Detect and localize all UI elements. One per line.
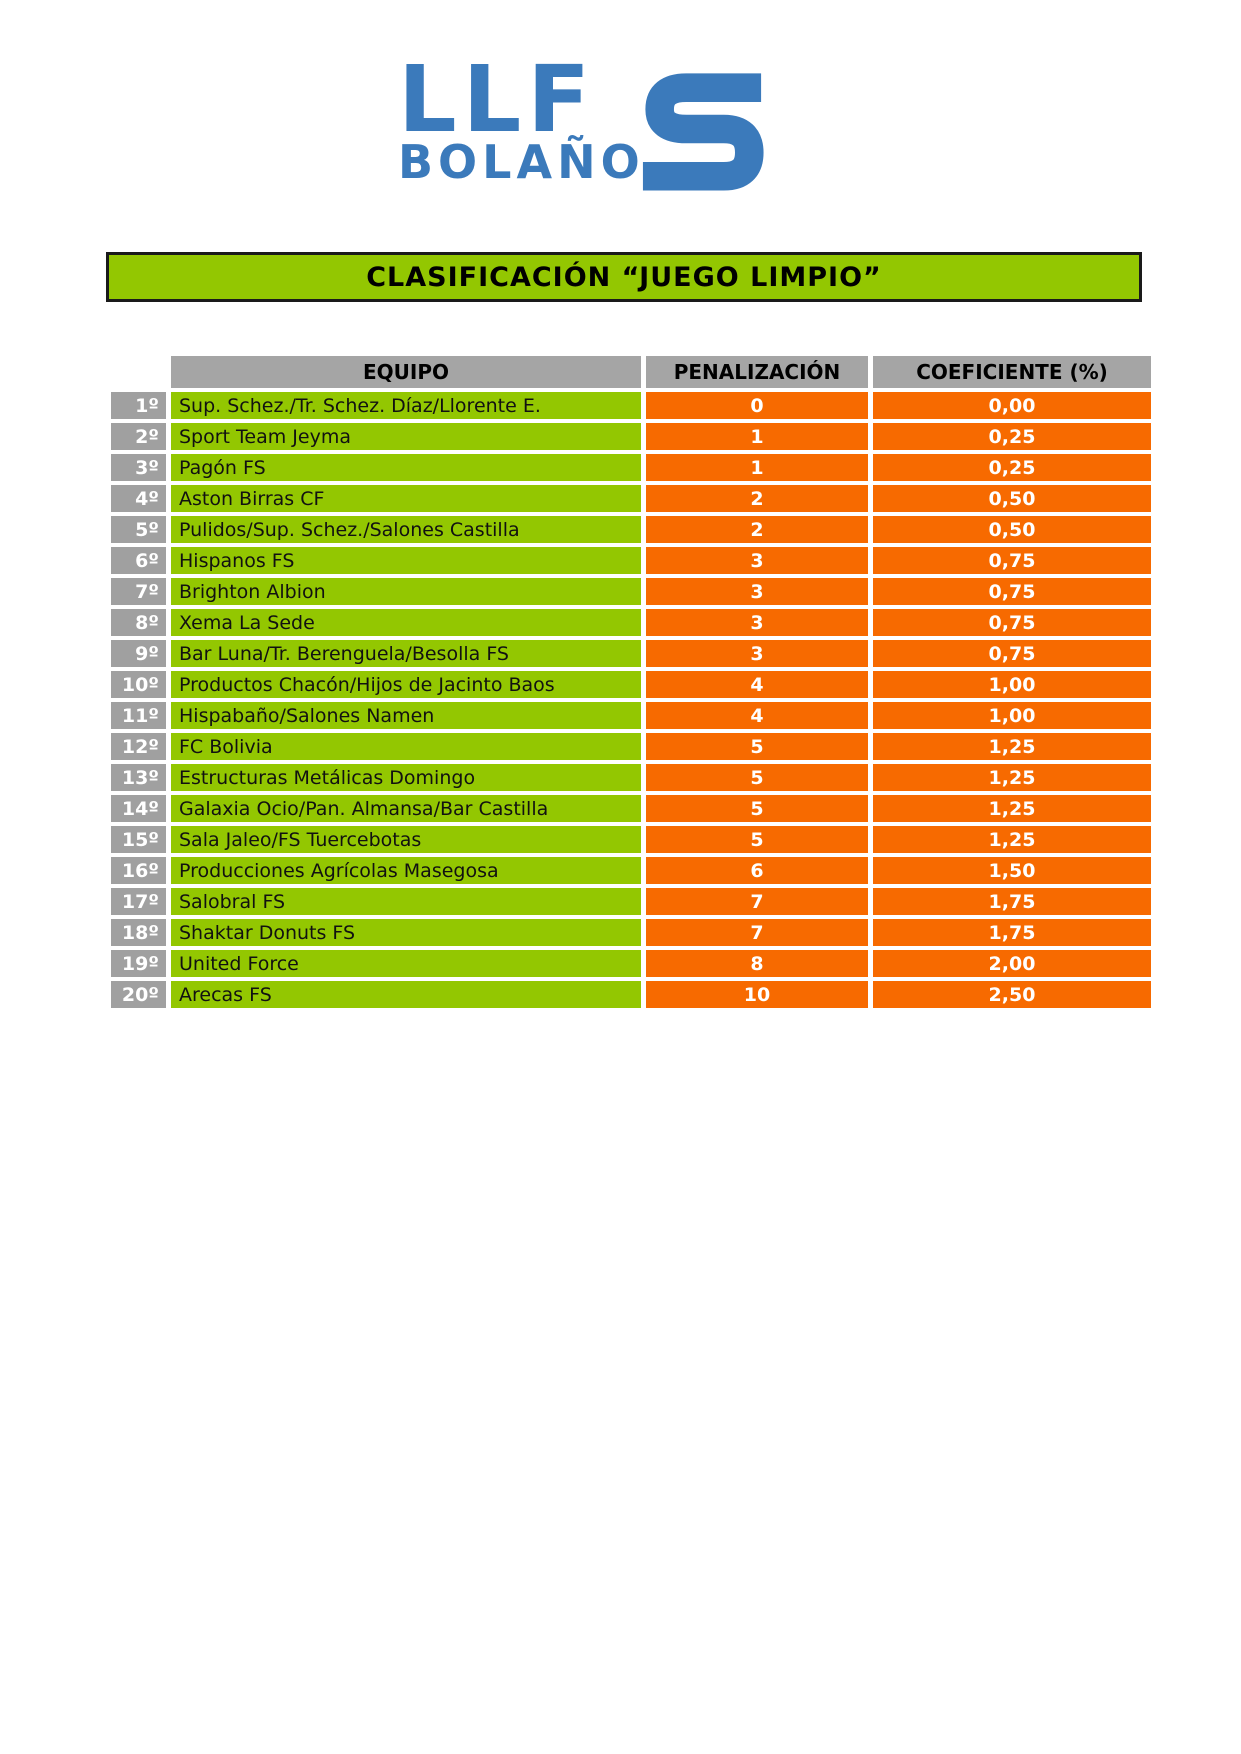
team-name-cell: Bar Luna/Tr. Berenguela/Besolla FS — [171, 640, 641, 667]
coefficient-cell: 1,00 — [873, 702, 1151, 729]
rank-badge: 16º — [111, 857, 166, 884]
penalty-cell: 3 — [646, 609, 868, 636]
rank-badge: 6º — [111, 547, 166, 574]
coefficient-cell: 2,50 — [873, 981, 1151, 1008]
coefficient-cell: 0,75 — [873, 609, 1151, 636]
team-name-cell: Sala Jaleo/FS Tuercebotas — [171, 826, 641, 853]
rank-badge: 17º — [111, 888, 166, 915]
classification-table — [111, 356, 1151, 1008]
logo-text-llf: LLF — [398, 46, 597, 153]
penalty-cell: 5 — [646, 826, 868, 853]
penalty-cell: 6 — [646, 857, 868, 884]
rank-badge: 1º — [111, 392, 166, 419]
rank-badge: 15º — [111, 826, 166, 853]
coefficient-cell: 0,75 — [873, 578, 1151, 605]
penalty-cell: 5 — [646, 733, 868, 760]
penalty-cell: 4 — [646, 671, 868, 698]
coefficient-cell: 1,75 — [873, 888, 1151, 915]
team-name-cell: Pagón FS — [171, 454, 641, 481]
penalty-cell: 4 — [646, 702, 868, 729]
header-equipo: EQUIPO — [171, 356, 641, 388]
team-name-cell: Salobral FS — [171, 888, 641, 915]
team-name-cell: Brighton Albion — [171, 578, 641, 605]
coefficient-cell: 0,75 — [873, 547, 1151, 574]
penalty-cell: 10 — [646, 981, 868, 1008]
penalty-cell: 3 — [646, 640, 868, 667]
penalty-cell: 1 — [646, 423, 868, 450]
team-name-cell: Sup. Schez./Tr. Schez. Díaz/Llorente E. — [171, 392, 641, 419]
rank-badge: 13º — [111, 764, 166, 791]
coefficient-cell: 1,25 — [873, 795, 1151, 822]
rank-badge: 11º — [111, 702, 166, 729]
penalty-cell: 7 — [646, 888, 868, 915]
team-name-cell: Arecas FS — [171, 981, 641, 1008]
rank-badge: 20º — [111, 981, 166, 1008]
rank-badge: 9º — [111, 640, 166, 667]
title-banner — [106, 252, 1142, 302]
rank-badge: 2º — [111, 423, 166, 450]
penalty-cell: 3 — [646, 547, 868, 574]
rank-badge: 14º — [111, 795, 166, 822]
rank-badge: 7º — [111, 578, 166, 605]
penalty-cell: 2 — [646, 485, 868, 512]
rank-badge: 5º — [111, 516, 166, 543]
team-name-cell: Shaktar Donuts FS — [171, 919, 641, 946]
logo-text-bolano: BOLAÑO — [398, 134, 645, 189]
team-name-cell: Aston Birras CF — [171, 485, 641, 512]
team-name-cell: Pulidos/Sup. Schez./Salones Castilla — [171, 516, 641, 543]
penalty-cell: 0 — [646, 392, 868, 419]
team-name-cell: United Force — [171, 950, 641, 977]
penalty-cell: 8 — [646, 950, 868, 977]
coefficient-cell: 1,00 — [873, 671, 1151, 698]
coefficient-cell: 1,50 — [873, 857, 1151, 884]
coefficient-cell: 2,00 — [873, 950, 1151, 977]
llfs-logo — [398, 46, 767, 200]
team-name-cell: Hispabaño/Salones Namen — [171, 702, 641, 729]
team-name-cell: Sport Team Jeyma — [171, 423, 641, 450]
rank-badge: 8º — [111, 609, 166, 636]
rank-badge: 4º — [111, 485, 166, 512]
team-name-cell: FC Bolivia — [171, 733, 641, 760]
team-name-cell: Producciones Agrícolas Masegosa — [171, 857, 641, 884]
penalty-cell: 7 — [646, 919, 868, 946]
penalty-cell: 5 — [646, 795, 868, 822]
coefficient-cell: 0,25 — [873, 423, 1151, 450]
rank-badge: 19º — [111, 950, 166, 977]
penalty-cell: 2 — [646, 516, 868, 543]
rank-badge: 18º — [111, 919, 166, 946]
coefficient-cell: 0,00 — [873, 392, 1151, 419]
rank-badge: 3º — [111, 454, 166, 481]
rank-badge: 12º — [111, 733, 166, 760]
coefficient-cell: 0,50 — [873, 485, 1151, 512]
header-rank-blank — [111, 356, 166, 388]
team-name-cell: Estructuras Metálicas Domingo — [171, 764, 641, 791]
stylized-s-icon — [639, 64, 767, 200]
coefficient-cell: 1,25 — [873, 733, 1151, 760]
team-name-cell: Hispanos FS — [171, 547, 641, 574]
coefficient-cell: 0,50 — [873, 516, 1151, 543]
page-title: CLASIFICACIÓN “JUEGO LIMPIO” — [366, 261, 882, 293]
team-name-cell: Productos Chacón/Hijos de Jacinto Baos — [171, 671, 641, 698]
rank-badge: 10º — [111, 671, 166, 698]
penalty-cell: 5 — [646, 764, 868, 791]
team-name-cell: Galaxia Ocio/Pan. Almansa/Bar Castilla — [171, 795, 641, 822]
coefficient-cell: 0,25 — [873, 454, 1151, 481]
penalty-cell: 1 — [646, 454, 868, 481]
coefficient-cell: 1,75 — [873, 919, 1151, 946]
penalty-cell: 3 — [646, 578, 868, 605]
header-coeficiente: COEFICIENTE (%) — [873, 356, 1151, 388]
logo-text-column — [398, 46, 645, 189]
coefficient-cell: 1,25 — [873, 826, 1151, 853]
team-name-cell: Xema La Sede — [171, 609, 641, 636]
coefficient-cell: 1,25 — [873, 764, 1151, 791]
coefficient-cell: 0,75 — [873, 640, 1151, 667]
header-penalizacion: PENALIZACIÓN — [646, 356, 868, 388]
